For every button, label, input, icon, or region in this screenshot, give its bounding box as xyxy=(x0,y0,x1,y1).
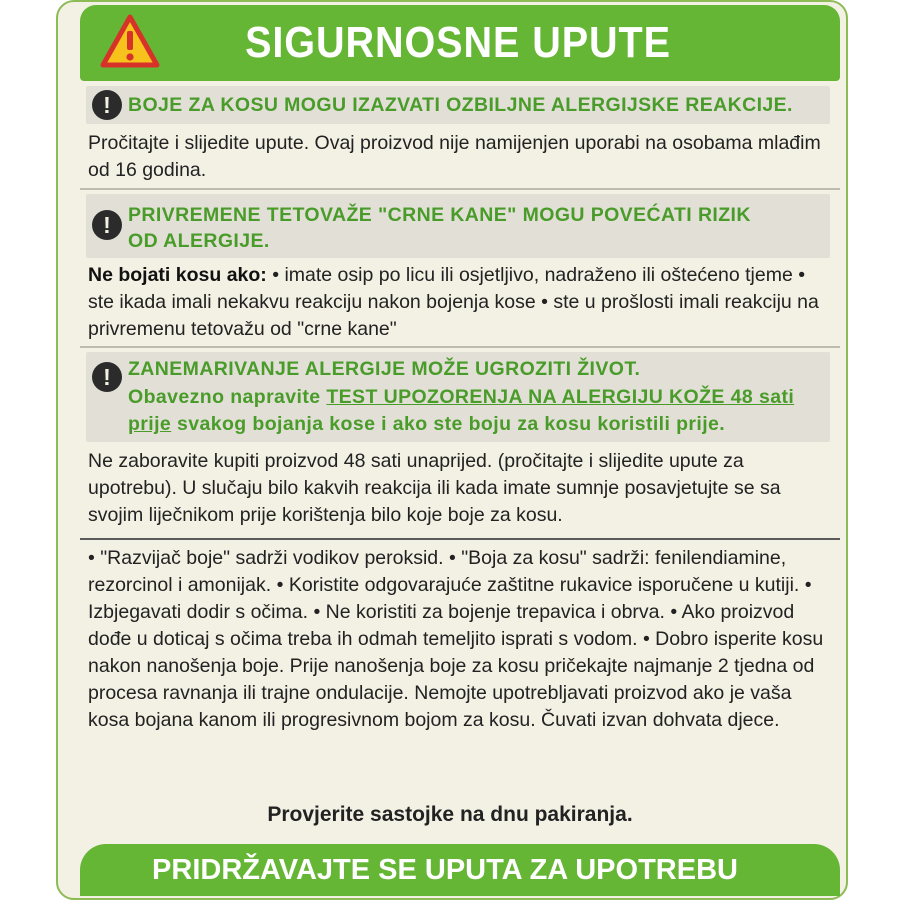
page-title: SIGURNOSNE UPUTE xyxy=(245,18,671,67)
ingredients-note: Provjerite sastojke na dnu pakiranja. xyxy=(267,803,633,826)
warning2-heading-line2: OD ALERGIJE. xyxy=(128,230,270,252)
divider xyxy=(80,188,840,190)
instructions-body: • "Razvijač boje" sadrži vodikov peroksid. • "Boja za kosu" sadrži: fenilendiamine, rezorcinol i amonijak. • Koristite odgovarajuće zaštitne rukavice isporučene u kutiji. • Izbjegavati dodir s očima. • Ne koristiti za bojenje trepavica i obrva. • Ako proizvod dođe u doticaj s očima treba ih odmah temeljito isprati s vodom. • Dobro isperite kosu nakon nanošenja boje. Prije nanošenja boje za kosu pričekajte najmanje 2 tjedna od procesa ravnanja ili trajne ondulacije. Nemojte upotrebljavati proizvod ako je vaša kosa bojana kanom ili progresivnom bojom za kosu. Čuvati izvan dohvata djece. xyxy=(88,547,824,731)
warning-triangle-icon xyxy=(100,14,160,68)
exclamation-circle-icon: ! xyxy=(92,90,122,120)
exclamation-circle-icon: ! xyxy=(92,362,122,392)
warning1-heading: BOJE ZA KOSU MOGU IZAZVATI OZBILJNE ALERGIJSKE REAKCIJE. xyxy=(128,94,793,116)
warning2-body xyxy=(88,262,830,343)
warning3-text-b: svakog bojanja kose i ako ste boju za kosu koristili prije. xyxy=(171,413,726,435)
warning3-body xyxy=(128,384,810,438)
warning2-lead: Ne bojati kosu ako: xyxy=(88,264,267,286)
warning2-list: • imate osip po licu ili osjetljivo, nadraženo ili oštećeno tjeme • ste ikada imali nekakvu reakciju nakon bojenja kose • ste u prošlosti imali reakciju na privremenu tetovažu od "crne kane" xyxy=(88,264,819,340)
divider xyxy=(80,346,840,348)
warning2-heading-line1: PRIVREMENE TETOVAŽE "CRNE KANE" MOGU POVEĆATI RIZIK xyxy=(128,204,751,226)
notice-body: Ne zaboravite kupiti proizvod 48 sati unaprijed. (pročitajte i slijedite upute za upotrebu). U slučaju bilo kakvih reakcija ili kada imate sumnje posavjetujte se sa svojim liječnikom prije korištenja bilo koje boje za kosu. xyxy=(88,450,781,526)
footer-title: PRIDRŽAVAJTE SE UPUTA ZA UPOTREBU xyxy=(152,854,738,886)
allergy-test-emphasis: TEST UPOZORENJA NA ALERGIJU KOŽE 48 sati prije xyxy=(128,386,795,435)
warning3-heading: ZANEMARIVANJE ALERGIJE MOŽE UGROZITI ŽIVOT. xyxy=(128,358,641,380)
warning3-text-a: Obavezno napravite xyxy=(128,386,327,408)
warning1-body: Pročitajte i slijedite upute. Ovaj proizvod nije namijenjen uporabi na osobama mlađim od 16 godina. xyxy=(88,132,821,181)
section-divider xyxy=(80,538,840,540)
exclamation-circle-icon: ! xyxy=(92,210,122,240)
